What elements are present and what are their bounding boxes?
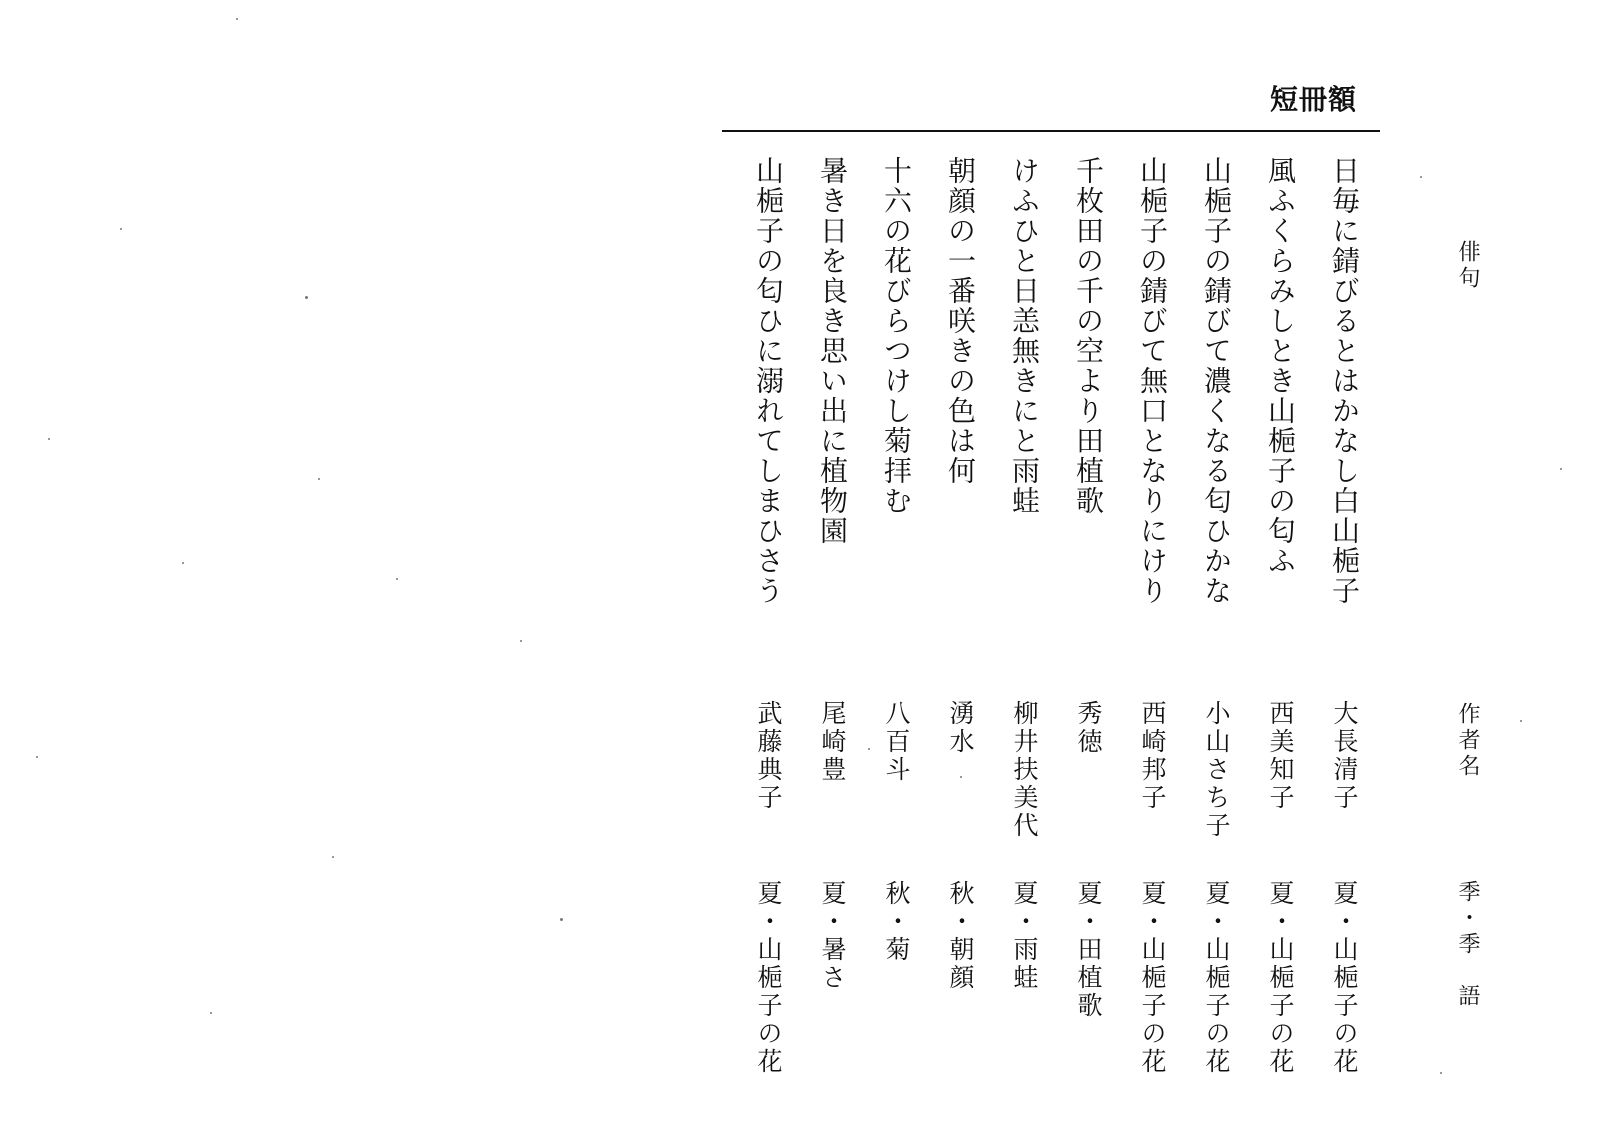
haiku-text: 山梔子の匂ひに溺れてしまひさう	[752, 156, 785, 606]
scan-speck	[396, 578, 398, 580]
season-word: 夏・暑さ	[818, 880, 847, 992]
haiku-header: 俳句	[1455, 240, 1480, 292]
scan-speck	[1420, 176, 1422, 178]
scan-speck	[48, 438, 50, 440]
season-word: 夏・雨蛙	[1010, 880, 1039, 992]
scan-speck	[868, 748, 870, 750]
season-word: 夏・山梔子の花	[1202, 880, 1231, 1076]
scan-speck	[332, 856, 334, 858]
haiku-text: 十六の花びらつけし菊拝む	[880, 156, 913, 516]
scan-speck	[305, 296, 308, 299]
scan-speck	[520, 640, 522, 642]
scan-speck	[960, 776, 962, 778]
author-name: 武藤典子	[754, 700, 783, 812]
author-name: 西美知子	[1266, 700, 1295, 812]
author-name: 八百斗	[882, 700, 911, 784]
season-word: 秋・菊	[882, 880, 911, 964]
author-name: 大長清子	[1330, 700, 1359, 812]
author-name: 柳井扶美代	[1010, 700, 1039, 840]
author-name: 小山さち子	[1202, 700, 1231, 840]
season-word: 夏・山梔子の花	[1266, 880, 1295, 1076]
season-header: 季・季 語	[1455, 880, 1480, 1010]
haiku-text: 千枚田の千の空より田植歌	[1072, 156, 1105, 516]
scan-speck	[182, 562, 184, 564]
author-name: 秀徳	[1074, 700, 1103, 756]
season-word: 夏・山梔子の花	[1138, 880, 1167, 1076]
season-word: 夏・山梔子の花	[1330, 880, 1359, 1076]
scan-speck	[210, 1012, 212, 1014]
haiku-text: 山梔子の錆びて濃くなる匂ひかな	[1200, 156, 1233, 606]
scan-speck	[236, 18, 238, 20]
haiku-text: 朝顔の一番咲きの色は何	[944, 156, 977, 486]
scan-speck	[120, 228, 122, 230]
scan-speck	[36, 756, 38, 758]
scan-speck	[560, 918, 563, 921]
haiku-text: 風ふくらみしとき山梔子の匂ふ	[1264, 156, 1297, 576]
scan-speck	[1520, 720, 1522, 722]
page-title: 短冊額	[1270, 83, 1358, 116]
haiku-text: けふひと日恙無きにと雨蛙	[1008, 156, 1041, 516]
author-name: 西崎邦子	[1138, 700, 1167, 812]
haiku-text: 山梔子の錆びて無口となりにけり	[1136, 156, 1169, 606]
scan-speck	[318, 478, 320, 480]
author-header: 作者名	[1455, 702, 1480, 780]
author-name: 尾崎豊	[818, 700, 847, 784]
scan-speck	[1440, 1072, 1442, 1074]
season-word: 秋・朝顔	[946, 880, 975, 992]
scan-speck	[1560, 468, 1562, 470]
season-word: 夏・田植歌	[1074, 880, 1103, 1020]
season-word: 夏・山梔子の花	[754, 880, 783, 1076]
author-name: 湧水	[946, 700, 975, 756]
haiku-text: 日毎に錆びるとはかなし白山梔子	[1328, 156, 1361, 606]
haiku-text: 暑き日を良き思い出に植物園	[816, 156, 849, 546]
title-rule	[722, 130, 1380, 132]
